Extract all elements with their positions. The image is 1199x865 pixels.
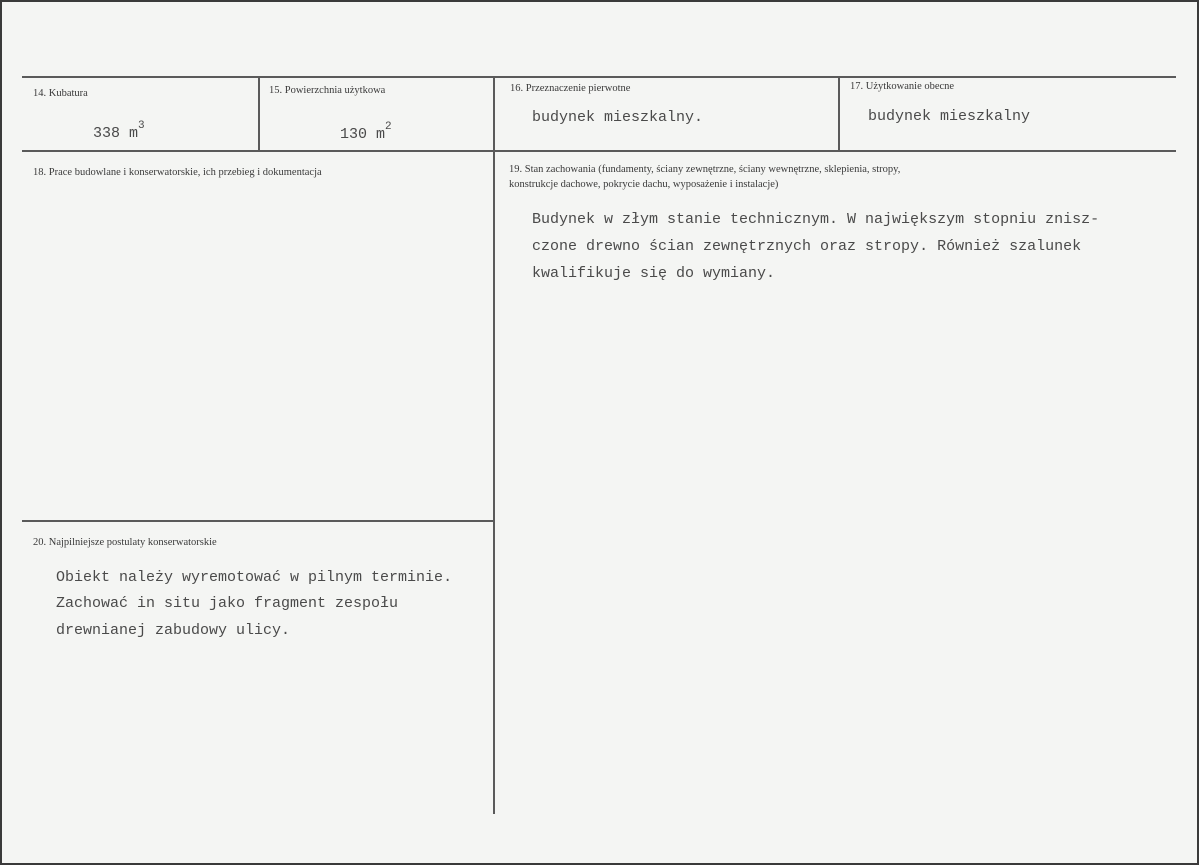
field-20-line-2: Zachować in situ jako fragment zespołu <box>56 595 399 612</box>
field-19-label-line1: 19. Stan zachowania (fundamenty, ściany zewnętrzne, ściany wewnętrzne, sklepienia, stropy, <box>509 164 901 175</box>
field-15-exponent: 2 <box>385 121 392 133</box>
field-17-label: 17. Użytkowanie obecne <box>850 81 955 92</box>
field-15-label: 15. Powierzchnia użytkowa <box>269 85 386 96</box>
field-19-line-1: Budynek w złym stanie technicznym. W największym stopniu znisz- <box>532 211 1100 228</box>
top-row-lower-rule <box>22 150 1176 152</box>
top-row-upper-rule <box>22 76 1176 78</box>
field-17-value: budynek mieszkalny <box>868 108 1031 125</box>
field-19-line-2: czone drewno ścian zewnętrznych oraz stropy. Również szalunek <box>532 238 1082 255</box>
field-16-value: budynek mieszkalny. <box>532 109 704 126</box>
field-18-label: 18. Prace budowlane i konserwatorskie, ich przebieg i dokumentacja <box>33 167 322 178</box>
field-19-label-line2: konstrukcje dachowe, pokrycie dachu, wyposażenie i instalacje) <box>509 179 779 190</box>
field-15-number: 130 m <box>340 126 386 143</box>
divider-15-16 <box>493 76 495 152</box>
field-20-line-3: drewnianej zabudowy ulicy. <box>56 622 291 639</box>
field-20-label: 20. Najpilniejsze postulaty konserwatorskie <box>33 537 217 548</box>
field-15-value <box>340 113 392 149</box>
divider-16-17 <box>838 76 840 152</box>
field-14-number: 338 m <box>93 125 139 142</box>
main-column-divider <box>493 152 495 814</box>
field-16-label: 16. Przeznaczenie pierwotne <box>510 83 631 94</box>
field-19-line-3: kwalifikuje się do wymiany. <box>532 265 776 282</box>
divider-14-15 <box>258 76 260 152</box>
field-14-label: 14. Kubatura <box>33 88 88 99</box>
field-14-value <box>93 112 145 148</box>
field-20-line-1: Obiekt należy wyremotować w pilnym terminie. <box>56 569 453 586</box>
section-18-20-rule <box>22 520 493 522</box>
field-14-exponent: 3 <box>138 120 145 132</box>
